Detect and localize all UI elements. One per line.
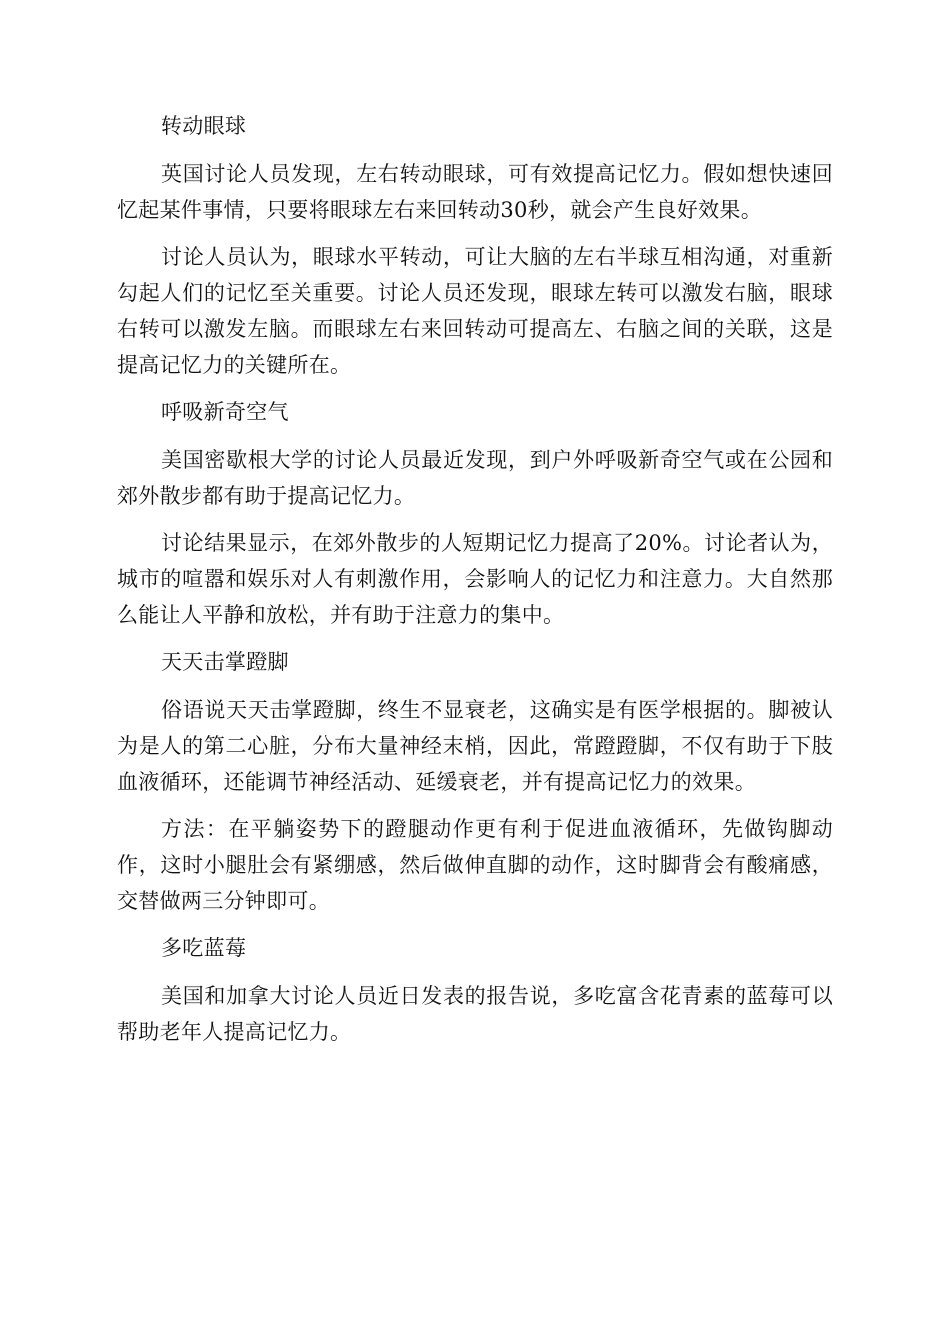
section-heading-clap-stomp: 天天击掌蹬脚 [161,650,289,674]
section-heading-fresh-air: 呼吸新奇空气 [161,400,289,424]
document-body [117,108,833,1061]
paragraph: 俗语说天天击掌蹬脚，终生不显衰老，这确实是有医学根据的。脚被认为是人的第二心脏，分布大量神经末梢，因此，常蹬蹬脚，不仅有助于下肢血液循环，还能调节神经活动、延缓衰老，并有提高记忆力的效果。 [117,698,833,794]
paragraph: 讨论结果显示，在郊外散步的人短期记忆力提高了20%。讨论者认为，城市的喧嚣和娱乐对人有刺激作用，会影响人的记忆力和注意力。大自然那么能让人平静和放松，并有助于注意力的集中。 [117,531,833,627]
section-heading-blueberries: 多吃蓝莓 [161,936,247,960]
section-heading-eye-movement: 转动眼球 [161,114,247,138]
paragraph: 英国讨论人员发现，左右转动眼球，可有效提高记忆力。假如想快速回忆起某件事情，只要将眼球左右来回转动30秒，就会产生良好效果。 [117,162,833,222]
paragraph: 方法：在平躺姿势下的蹬腿动作更有利于促进血液循环，先做钩脚动作，这时小腿肚会有紧绷感，然后做伸直脚的动作，这时脚背会有酸痛感，交替做两三分钟即可。 [117,817,833,913]
paragraph: 美国和加拿大讨论人员近日发表的报告说，多吃富含花青素的蓝莓可以帮助老年人提高记忆力。 [117,984,833,1044]
paragraph: 讨论人员认为，眼球水平转动，可让大脑的左右半球互相沟通，对重新勾起人们的记忆至关重要。讨论人员还发现，眼球左转可以激发右脑，眼球右转可以激发左脑。而眼球左右来回转动可提高左、右脑之间的关联，这是提高记忆力的关键所在。 [117,245,833,377]
paragraph: 美国密歇根大学的讨论人员最近发现，到户外呼吸新奇空气或在公园和郊外散步都有助于提高记忆力。 [117,448,833,508]
